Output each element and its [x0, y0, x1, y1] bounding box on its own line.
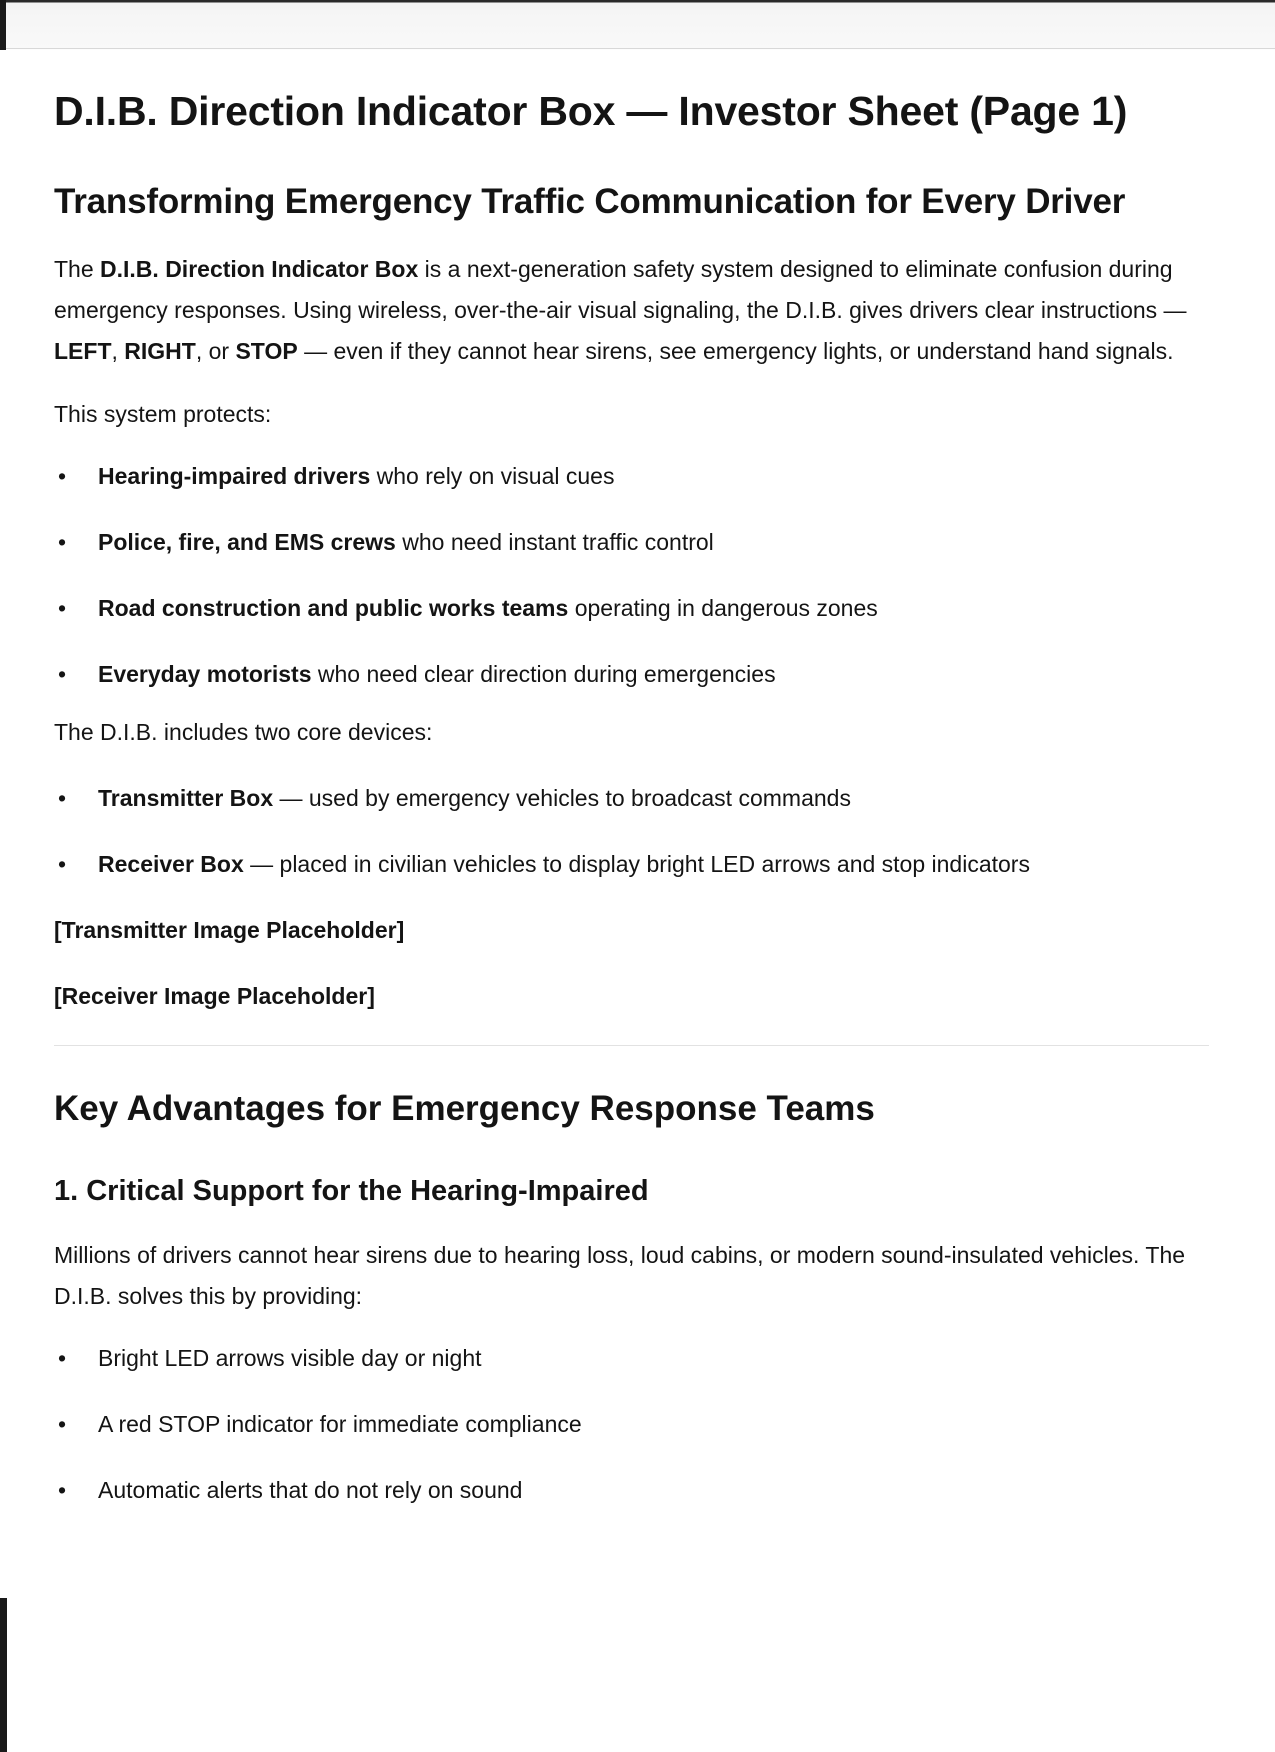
list-item: [54, 849, 1214, 879]
document-subtitle: Transforming Emergency Traffic Communication for Every Driver: [54, 182, 1126, 222]
list-item-text: Automatic alerts that do not rely on sound: [98, 1476, 523, 1503]
list-item: [54, 1475, 1214, 1505]
bullet: •: [58, 529, 67, 556]
list-item: [54, 527, 1214, 557]
list-item-text: Bright LED arrows visible day or night: [98, 1344, 482, 1371]
section-divider: [54, 1045, 1209, 1046]
bullet: •: [58, 661, 67, 688]
list-item-bold: Receiver Box: [98, 851, 244, 878]
intro-text-1: The: [54, 256, 101, 283]
section-heading: Key Advantages for Emergency Response Teams: [54, 1089, 875, 1129]
transmitter-image-placeholder: [Transmitter Image Placeholder]: [54, 917, 405, 944]
list-item-text: who need clear direction during emergencies: [311, 661, 776, 688]
advantage-body: Millions of drivers cannot hear sirens due to hearing loss, loud cabins, or modern sound-insulated vehicles. The D.I.B. solves this by providing:: [54, 1241, 1186, 1309]
list-item-text: — placed in civilian vehicles to display bright LED arrows and stop indicators: [243, 851, 1030, 878]
intro-bold-stop: STOP: [235, 338, 298, 365]
list-item: [54, 783, 1214, 813]
list-item: [54, 659, 1214, 689]
bullet: •: [58, 463, 67, 490]
bullet: •: [58, 1410, 67, 1437]
intro-bold-left: LEFT: [54, 338, 112, 365]
bullet: •: [58, 595, 67, 622]
list-item-text: — used by emergency vehicles to broadcast commands: [273, 785, 851, 812]
intro-bold-right: RIGHT: [124, 338, 196, 365]
intro-text-5: — even if they cannot hear sirens, see emergency lights, or understand hand signals.: [297, 338, 1174, 365]
list-item: [54, 461, 1214, 491]
scan-top-edge: [0, 0, 1275, 50]
protects-intro: This system protects:: [54, 401, 272, 428]
bullet: •: [58, 785, 67, 812]
devices-list: [54, 783, 1214, 879]
scan-top-line: [0, 48, 1275, 49]
advantage-heading: 1. Critical Support for the Hearing-Impaired: [54, 1175, 649, 1208]
devices-intro: The D.I.B. includes two core devices:: [54, 719, 433, 746]
scan-left-edge-top: [0, 0, 6, 50]
list-item-bold: Road construction and public works teams: [98, 595, 569, 622]
receiver-image-placeholder: [Receiver Image Placeholder]: [54, 983, 375, 1010]
list-item-text: operating in dangerous zones: [568, 595, 878, 622]
bullet: •: [58, 1344, 67, 1371]
bullet: •: [58, 1476, 67, 1503]
intro-text-4: , or: [195, 338, 236, 365]
intro-text-2: is a next-generation safety system designed to eliminate confusion during emergency responses. Using wireless, over-the-air visual signaling, the D.I.B. gives drivers clear instructions —: [54, 256, 1187, 324]
scan-left-edge-bottom: [0, 1598, 7, 1752]
intro-text-3: ,: [111, 338, 125, 365]
list-item-text: A red STOP indicator for immediate compliance: [98, 1410, 582, 1437]
list-item: [54, 1409, 1214, 1439]
list-item-bold: Everyday motorists: [98, 661, 312, 688]
list-item-bold: Police, fire, and EMS crews: [98, 529, 396, 556]
advantage-list: [54, 1343, 1214, 1505]
intro-paragraph: [54, 249, 1214, 372]
document-title: D.I.B. Direction Indicator Box — Investor Sheet (Page 1): [54, 88, 1128, 134]
bullet: •: [58, 851, 67, 878]
list-item-bold: Hearing-impaired drivers: [98, 463, 371, 490]
list-item-text: who rely on visual cues: [370, 463, 615, 490]
document-page: [54, 88, 1214, 1541]
intro-bold-product: D.I.B. Direction Indicator Box: [100, 256, 419, 283]
list-item-bold: Transmitter Box: [98, 785, 274, 812]
protects-list: [54, 461, 1214, 689]
list-item-text: who need instant traffic control: [395, 529, 714, 556]
list-item: [54, 1343, 1214, 1373]
list-item: [54, 593, 1214, 623]
